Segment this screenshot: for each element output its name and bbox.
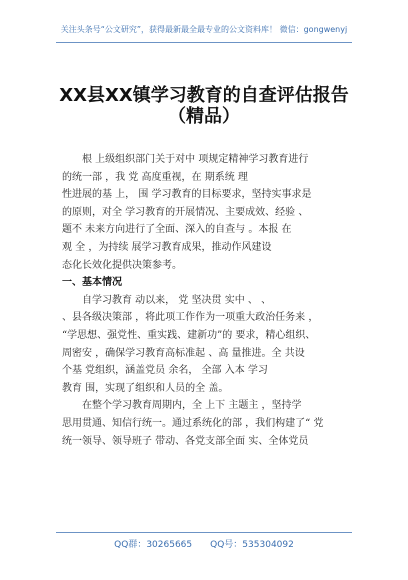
document-title: XX县XX镇学习教育的自查评估报告	[59, 85, 349, 106]
body-line: “学思想、强党性、重实践、建新功”的 要求，精心组织、	[62, 329, 316, 341]
body-line: 的统一部 ，我 党 高度重视，在 期系统 理	[62, 171, 248, 183]
header-divider	[56, 42, 352, 43]
body-line: 在整个学习教育周期内，全 上下 主题主 ，坚持学	[82, 400, 302, 412]
footer-divider	[56, 532, 352, 533]
document-subtitle: （精品）	[168, 106, 240, 127]
body-line: 根 上级组织部门关于对中 项规定精神学习教育进行	[82, 154, 309, 165]
qq-number-label: QQ号：535304092	[210, 540, 294, 550]
body-line: 自学习教育 动以来， 党 坚决贯 实中 、 、	[82, 294, 272, 306]
qq-group-label: QQ群：30265665	[114, 540, 193, 550]
body-line: 题不 未来方向进行了全面、深入的自查与 。本报 在	[62, 224, 292, 236]
body-line: 态化长效化提供决策参考。	[62, 259, 182, 271]
body-line: 性进展的基 上， 围 学习教育的目标要求，坚持实事求是	[62, 189, 312, 201]
body-line: 观 全 ，为持续 展学习教育成果，推动作风建设	[62, 241, 272, 253]
document-body	[62, 151, 352, 450]
header-note: 关注头条号“公文研究”，获得最新最全最专业的公文资料库！ 微信：gongwenyj	[60, 25, 348, 34]
body-line: 、县各级决策部 ，将此项工作作为一项重大政治任务来 ，	[62, 312, 319, 324]
body-line: 教育 围，实现了组织和人员的全 盖。	[62, 382, 229, 394]
body-line: 个基 党组织，涵盖党员 余名， 全部 入本 学习	[62, 365, 268, 377]
body-line: 思用贯通、知信行统一。通过系统化的部 ，我们构建了“ 党	[62, 417, 324, 429]
section-heading: 一、基本情况	[62, 277, 122, 289]
body-line: 统一领导、领导班子 带动、各党支部全面 实、全体党员	[62, 435, 309, 447]
footer-note	[0, 537, 408, 550]
body-line: 的原则，对全 学习教育的开展情况、主要成效、经验 、	[62, 206, 309, 218]
body-line: 周密安 ，确保学习教育高标准起 、高 量推进。全 共设	[62, 347, 305, 359]
